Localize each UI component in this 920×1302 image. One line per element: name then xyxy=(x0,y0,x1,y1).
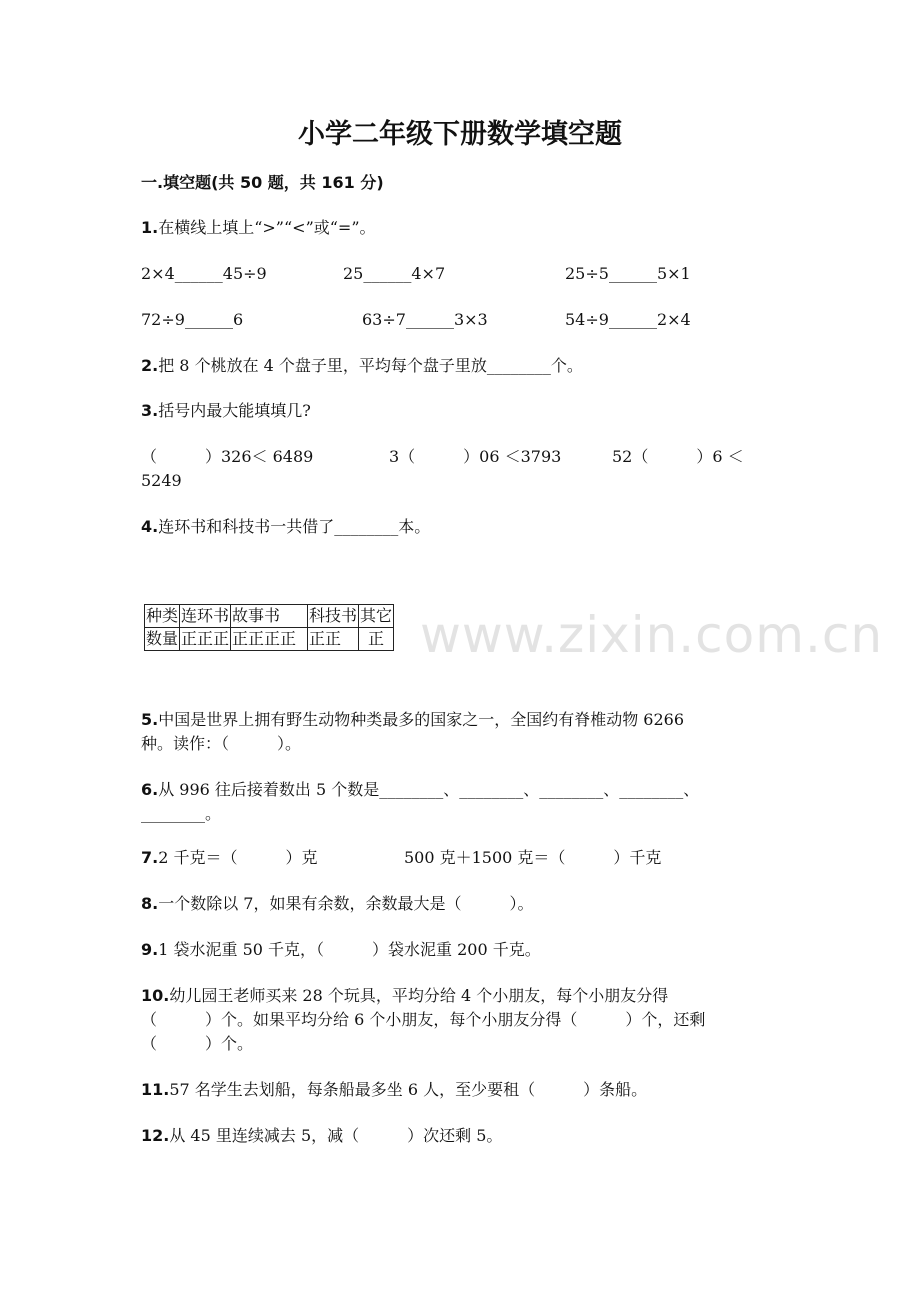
question-11 xyxy=(141,1078,647,1102)
question-text: 57 名学生去划船，每条船最多坐 6 人，至少要租（ ）条船。 xyxy=(169,1080,648,1099)
question-10 xyxy=(141,984,668,1008)
question-number: 8. xyxy=(141,894,159,913)
q1-expr-4: 72÷9______6 xyxy=(141,310,244,329)
table-row xyxy=(145,628,394,651)
question-number: 9. xyxy=(141,940,159,959)
section-heading: 一.填空题(共 50 题，共 161 分) xyxy=(141,173,384,192)
question-5-cont: 种。读作：（ ）。 xyxy=(141,734,302,753)
table-cell: 其它 xyxy=(359,605,394,628)
question-text: 2 千克＝（ ）克 xyxy=(158,848,318,867)
table-row xyxy=(145,605,394,628)
question-10-cont-2: （ ）个。 xyxy=(141,1034,254,1053)
q1-expr-1: 2×4______45÷9 xyxy=(141,264,267,283)
question-number: 6. xyxy=(141,780,159,799)
q3-item-3: 52（ ）6 ＜ xyxy=(612,447,744,466)
q1-expr-6: 54÷9______2×4 xyxy=(565,310,691,329)
question-5 xyxy=(141,708,684,732)
question-number: 5. xyxy=(141,710,159,729)
question-2 xyxy=(141,354,583,378)
q1-expr-3: 25÷5______5×1 xyxy=(565,264,691,283)
question-text: 幼儿园王老师买来 28 个玩具，平均分给 4 个小朋友，每个小朋友分得 xyxy=(169,986,669,1005)
question-7-part2: 500 克＋1500 克＝（ ）千克 xyxy=(404,848,662,867)
table-cell: 连环书 xyxy=(180,605,231,628)
table-cell: 故事书 xyxy=(231,605,308,628)
question-3 xyxy=(141,399,311,423)
question-7 xyxy=(141,846,318,870)
question-text: 从 45 里连续减去 5，减（ ）次还剩 5。 xyxy=(169,1126,503,1145)
question-text: 在横线上填上“>”“<”或“=”。 xyxy=(158,218,376,237)
q3-item-wrap: 5249 xyxy=(141,471,182,490)
table-cell: 科技书 xyxy=(308,605,359,628)
watermark: www.zixin.com.cn xyxy=(420,606,884,664)
q3-item-1: （ ）326＜ 6489 xyxy=(141,447,314,466)
question-12 xyxy=(141,1124,502,1148)
question-8 xyxy=(141,892,534,916)
q3-item-2: 3（ ）06 ＜3793 xyxy=(389,447,562,466)
q1-expr-2: 25______4×7 xyxy=(343,264,446,283)
question-number: 2. xyxy=(141,356,159,375)
question-number: 11. xyxy=(141,1080,170,1099)
question-number: 3. xyxy=(141,401,159,420)
q1-expr-5: 63÷7______3×3 xyxy=(362,310,488,329)
question-number: 10. xyxy=(141,986,170,1005)
question-text: 括号内最大能填填几? xyxy=(158,401,311,420)
question-text: 从 996 往后接着数出 5 个数是________、________、________、________、 xyxy=(158,780,700,799)
table-cell: 数量 xyxy=(145,628,180,651)
question-text: 一个数除以 7，如果有余数，余数最大是（ ）。 xyxy=(158,894,534,913)
page-title: 小学二年级下册数学填空题 xyxy=(298,119,622,150)
table-cell: 正 xyxy=(359,628,394,651)
question-10-cont-1: （ ）个。如果平均分给 6 个小朋友，每个小朋友分得（ ）个，还剩 xyxy=(141,1010,706,1029)
tally-table xyxy=(144,604,394,651)
question-number: 1. xyxy=(141,218,159,237)
question-1 xyxy=(141,216,376,240)
table-cell: 正正 xyxy=(308,628,359,651)
question-number: 4. xyxy=(141,517,159,536)
table-cell: 正正正 xyxy=(180,628,231,651)
question-text: 把 8 个桃放在 4 个盘子里，平均每个盘子里放________个。 xyxy=(158,356,583,375)
question-text: 连环书和科技书一共借了________本。 xyxy=(158,517,431,536)
question-6 xyxy=(141,778,699,802)
question-number: 12. xyxy=(141,1126,170,1145)
question-6-cont: ________。 xyxy=(141,804,222,823)
question-9 xyxy=(141,938,541,962)
question-4 xyxy=(141,515,430,539)
question-text: 中国是世界上拥有野生动物种类最多的国家之一，全国约有脊椎动物 6266 xyxy=(158,710,685,729)
table-cell: 种类 xyxy=(145,605,180,628)
question-text: 1 袋水泥重 50 千克，（ ）袋水泥重 200 千克。 xyxy=(158,940,541,959)
table-cell: 正正正正 xyxy=(231,628,308,651)
question-number: 7. xyxy=(141,848,159,867)
